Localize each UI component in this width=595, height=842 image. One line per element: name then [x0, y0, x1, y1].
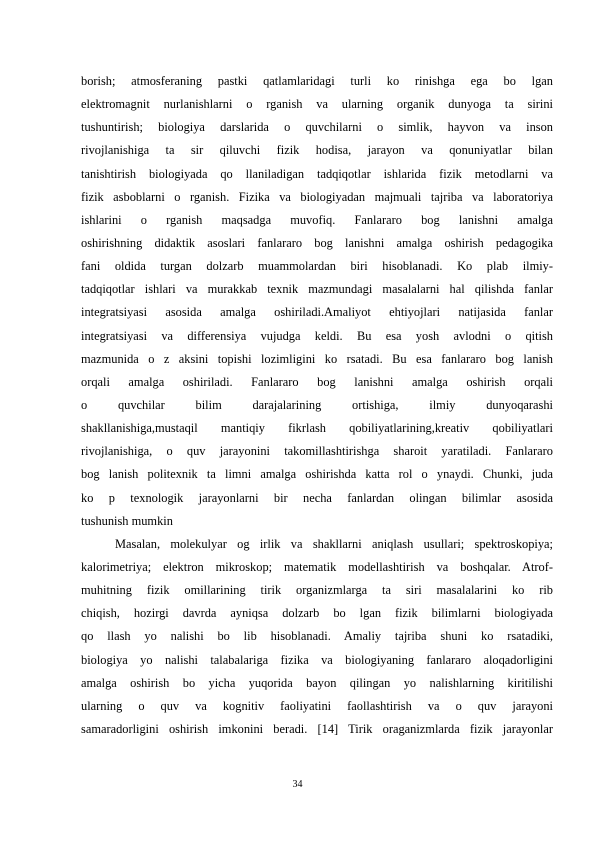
paragraph-2	[81, 533, 553, 741]
text-line: fani oldida turgan dolzarb muammolardan biri hisoblanadi. Ko plab ilmiy-	[81, 259, 553, 274]
text-line: borish; atmosferaning pastki qatlamlaridagi turli ko rinishga ega bo lgan	[81, 74, 553, 88]
text-line: ularning o quv va kognitiv faoliyatini faollashtirish va o quv jarayoni	[81, 698, 553, 713]
text-line: qo llash yo nalishi bo lib hisoblanadi. Amaliy tajriba shuni ko rsatadiki,	[81, 629, 553, 644]
text-line: ishlarini o rganish maqsadga muvofiq. Fanlararo bog lanishni amalga	[81, 212, 553, 227]
paragraph-1	[81, 70, 553, 533]
text-line: elektromagnit nurlanishlarni o rganish va ularning organik dunyoga ta sirini	[81, 97, 553, 112]
text-line: fizik asboblarni o rganish. Fizika va biologiyadan majmuali tajriba va laboratoriya	[81, 189, 553, 204]
page-number: 34	[292, 779, 303, 790]
text-line: biologiya yo nalishi talabalariga fizika va biologiyaning fanlararo aloqadorligini	[81, 652, 553, 667]
text-line: Masalan, molekulyar og irlik va shakllarni aniqlash usullari; spektroskopiya;	[115, 536, 553, 551]
text-line: tadqiqotlar ishlari va murakkab texnik mazmundagi masalalarni hal qilishda fanlar	[81, 282, 553, 297]
text-line: rivojlanishiga ta sir qiluvchi fizik hodisa, jarayon va qonuniyatlar bilan	[81, 143, 553, 158]
text-line: shakllanishiga,mustaqil mantiqiy fikrlash qobiliyatlarining,kreativ qobiliyatlari	[81, 421, 553, 436]
text-line: ko p texnologik jarayonlarni bir necha fanlardan olingan bilimlar asosida	[81, 490, 553, 505]
text-line: kalorimetriya; elektron mikroskop; matematik modellashtirish va boshqalar. Atrof-	[81, 559, 553, 574]
text-line: amalga oshirish bo yicha yuqorida bayon qilingan yo nalishlarning kiritilishi	[81, 675, 553, 690]
text-line: chiqish, hozirgi davrda ayniqsa dolzarb bo lgan fizik bilimlarni biologiyada	[81, 606, 553, 621]
text-line: integratsiyasi asosida amalga oshiriladi.Amaliyot ehtiyojlari natijasida fanlar	[81, 305, 553, 320]
body-text	[81, 70, 553, 741]
text-line: bog lanish politexnik ta limni amalga oshirishda katta rol o ynaydi. Chunki, juda	[81, 467, 553, 482]
text-line: tanishtirish biologiyada qo llaniladigan tadqiqotlar ishlarida fizik metodlarni va	[81, 166, 553, 181]
text-line: o quvchilar bilim darajalarining ortishiga, ilmiy dunyoqarashi	[81, 397, 553, 412]
text-line: oshirishning didaktik asoslari fanlararo bog lanishni amalga oshirish pedagogika	[81, 235, 553, 250]
text-line: mazmunida o z aksini topishi lozimligini ko rsatadi. Bu esa fanlararo bog lanish	[81, 351, 553, 366]
text-line: rivojlanishiga, o quv jarayonini takomillashtirishga sharoit yaratiladi. Fanlararo	[81, 444, 553, 459]
text-line: orqali amalga oshiriladi. Fanlararo bog lanishni amalga oshirish orqali	[81, 374, 553, 389]
text-line: samaradorligini oshirish imkonini beradi. [14] Tirik oraganizmlarda fizik jarayonlar	[81, 721, 553, 736]
text-line: integratsiyasi va differensiya vujudga keldi. Bu esa yosh avlodni o qitish	[81, 328, 553, 343]
text-line: tushunish mumkin	[81, 513, 173, 528]
text-line: tushuntirish; biologiya darslarida o quvchilarni o simlik, hayvon va inson	[81, 120, 553, 135]
text-line: muhitning fizik omillarining tirik organizmlarga ta siri masalalarini ko rib	[81, 583, 553, 598]
